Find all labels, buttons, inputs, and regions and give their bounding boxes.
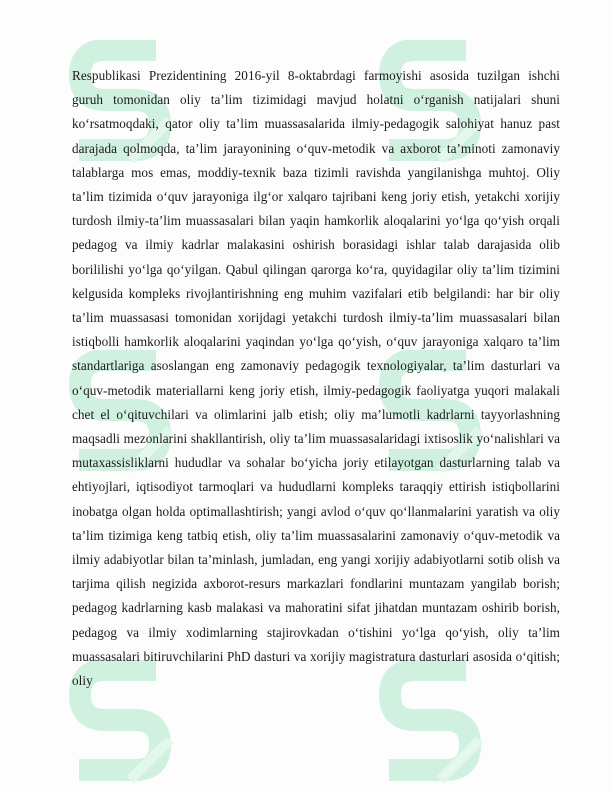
body-paragraph: Respublikasi Prezidentining 2016-yil 8-oktabrdagi farmoyishi asosida tuzilgan ishchi guruh tomonidan oliy ta’lim tizimidagi mavjud holatni o‘rganish natijalari shuni ko‘rsatmoqdaki, qator oliy ta’lim muassasalarida ilmiy-pedagogik salohiyat hanuz past darajada qolmoqda, ta’lim jarayonining o‘quv-metodik va axborot ta’minoti zamonaviy talablarga mos emas, moddiy-texnik baza tizimli ravishda yangilanishga muhtoj. Oliy ta’lim tizimida o‘quv jarayoniga ilg‘or xalqaro tajribani keng joriy etish, yetakchi xorijiy turdosh ilmiy-ta’lim muassasalari bilan yaqin hamkorlik aloqalarini yo‘lga qo‘yish orqali pedagog va ilmiy kadrlar malakasini oshirish borasidagi ishlar talab darajasida olib borililishi yo‘lga qo‘yilgan. Qabul qilingan qarorga ko‘ra, quyidagilar oliy ta’lim tizimini kelgusida kompleks rivojlantirishning eng muhim vazifalari etib belgilandi: har bir oliy ta’lim muassasasi tomonidan xorijdagi yetakchi turdosh ilmiy-ta’lim muassasalari bilan istiqbolli hamkorlik aloqalarini yaqindan yo‘lga qo‘yish, o‘quv jarayoniga xalqaro ta’lim standartlariga asoslangan eng zamonaviy pedagogik texnologiyalar, ta’lim dasturlari va o‘quv-metodik materiallarni keng joriy etish, ilmiy-pedagogik faoliyatga yuqori malakali chet el o‘qituvchilari va olimlarini jalb etish; oliy ma’lumotli kadrlarni tayyorlashning maqsadli mezonlarini shakllantirish, oliy ta’lim muassasalaridagi ixtisoslik yo‘nalishlari va mutaxassisliklarni hududlar va sohalar bo‘yicha joriy etilayotgan dasturlarning talab va ehtiyojlari, iqtisodiyot tarmoqlari va hududlarni kompleks taraqqiy ettirish istiqbollarini inobatga olgan holda optimallashtirish; yangi avlod o‘quv qo‘llanmalarini yaratish va oliy ta’lim tizimiga keng tatbiq etish, oliy ta’lim muassasalarini zamonaviy o‘quv-metodik va ilmiy adabiyotlar bilan ta’minlash, jumladan, eng yangi xorijiy adabiyotlarni sotib olish va tarjima qilish negizida axborot-resurs markazlari fondlarini muntazam yangilab borish; pedagog kadrlarning kasb malakasi va mahoratini sifat jihatdan muntazam oshirib borish, pedagog va ilmiy xodimlarning stajirovkadan o‘tishini yo‘lga qo‘yish, oliy ta’lim muassasalari bitiruvchilarini PhD dasturi va xorijiy magistratura dasturlari asosida o‘qitish; oliy [72, 68, 560, 689]
